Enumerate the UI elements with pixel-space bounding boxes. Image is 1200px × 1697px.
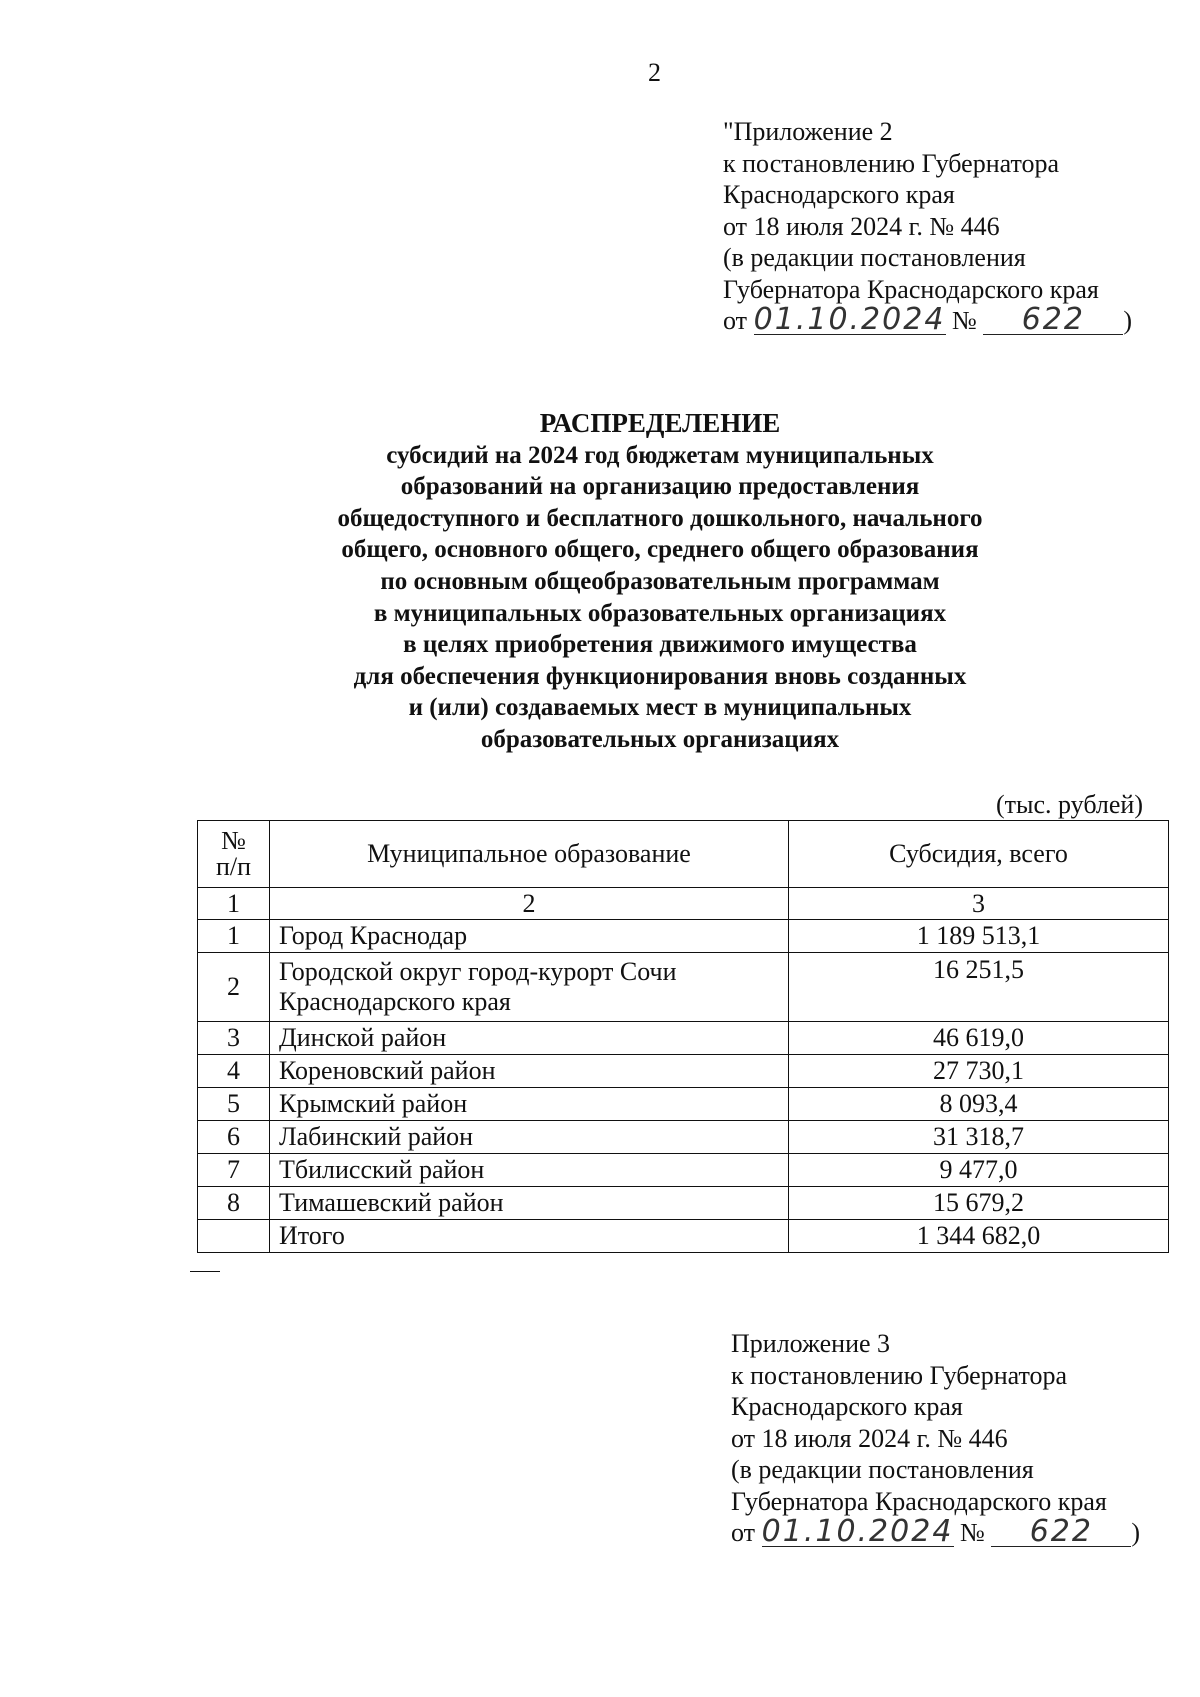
row-municipality: Тимашевский район — [270, 1187, 789, 1220]
row-subsidy: 8 093,4 — [789, 1088, 1169, 1121]
row-municipality: Лабинский район — [270, 1121, 789, 1154]
title-line: в целях приобретения движимого имущества — [403, 631, 917, 659]
header-num-line2: п/п — [215, 852, 252, 881]
title-line: образований на организацию предоставления — [400, 473, 920, 501]
appendix-date-line — [723, 302, 1133, 337]
index-cell: 2 — [270, 888, 789, 920]
handwritten-date: 01.10.2024 — [753, 302, 946, 337]
table-index-row — [198, 888, 1169, 920]
row-municipality — [270, 953, 789, 1022]
row-num: 1 — [198, 920, 270, 953]
number-label: № — [960, 1518, 985, 1547]
total-num-empty — [198, 1220, 270, 1253]
row-num: 3 — [198, 1022, 270, 1055]
units-label: (тыс. рублей) — [995, 790, 1143, 819]
table-row — [198, 1121, 1169, 1154]
title-line: в муниципальных образовательных организациях — [373, 599, 947, 627]
appendix-2-header — [723, 116, 1132, 337]
handwritten-date: 01.10.2024 — [761, 1514, 954, 1549]
title-line: общедоступного и бесплатного дошкольного, начального — [337, 504, 983, 532]
total-sum: 1 344 682,0 — [789, 1220, 1169, 1253]
row-municipality: Крымский район — [270, 1088, 789, 1121]
row-municipality: Город Краснодар — [270, 920, 789, 953]
row-subsidy: 46 619,0 — [789, 1022, 1169, 1055]
appendix-line: (в редакции постановления — [723, 243, 1026, 272]
from-label: от — [723, 306, 748, 335]
table-header-row — [198, 821, 1169, 888]
table-row — [198, 920, 1169, 953]
title-main: РАСПРЕДЕЛЕНИЕ — [539, 408, 781, 438]
row-num: 6 — [198, 1121, 270, 1154]
row-subsidy: 9 477,0 — [789, 1154, 1169, 1187]
table-total-row — [198, 1220, 1169, 1253]
header-municipality: Муниципальное образование — [270, 821, 789, 888]
row-subsidy: 1 189 513,1 — [789, 920, 1169, 953]
row-subsidy: 16 251,5 — [789, 953, 1169, 1022]
appendix-line: к постановлению Губернатора — [723, 148, 1060, 178]
row-num: 5 — [198, 1088, 270, 1121]
appendix-line: (в редакции постановления — [731, 1455, 1034, 1484]
title-line: субсидий на 2024 год бюджетам муниципальных — [386, 441, 934, 469]
index-cell: 3 — [789, 888, 1169, 920]
appendix-date-line — [731, 1514, 1141, 1549]
table-row — [198, 1088, 1169, 1121]
table-row — [198, 1055, 1169, 1088]
appendix-line: Краснодарского края — [723, 180, 955, 209]
appendix-line: от 18 июля 2024 г. № 446 — [723, 211, 1000, 241]
table-row — [198, 1187, 1169, 1220]
row-subsidy: 31 318,7 — [789, 1121, 1169, 1154]
title-line: образовательных организациях — [480, 725, 840, 753]
title-line: и (или) создаваемых мест в муниципальных — [408, 694, 912, 722]
title-line: по основным общеобразовательным программам — [380, 567, 940, 595]
appendix-line: Губернатора Краснодарского края — [723, 274, 1099, 304]
closing-paren: ) — [1131, 1518, 1141, 1547]
header-subsidy: Субсидия, всего — [789, 821, 1169, 888]
appendix-line: "Приложение 2 — [723, 117, 893, 146]
table-row — [198, 1022, 1169, 1055]
closing-paren: ) — [1123, 306, 1133, 335]
row-num: 8 — [198, 1187, 270, 1220]
index-cell: 1 — [198, 888, 270, 920]
handwritten-number: 622 — [991, 1518, 1131, 1547]
row-municipality-line1: Городской округ город-курорт Сочи — [279, 957, 677, 986]
appendix-3-header — [731, 1328, 1140, 1549]
row-num: 2 — [198, 953, 270, 1022]
row-municipality: Кореновский район — [270, 1055, 789, 1088]
row-municipality: Тбилисский район — [270, 1154, 789, 1187]
subsidy-table — [197, 820, 1169, 1253]
handwritten-number: 622 — [983, 306, 1123, 335]
appendix-line: к постановлению Губернатора — [731, 1360, 1068, 1390]
row-num: 7 — [198, 1154, 270, 1187]
row-num: 4 — [198, 1055, 270, 1088]
row-subsidy: 15 679,2 — [789, 1187, 1169, 1220]
title-line: общего, основного общего, среднего общего образования — [341, 536, 979, 564]
total-label: Итого — [270, 1220, 789, 1253]
page-number: 2 — [648, 58, 661, 87]
document-title — [180, 408, 1140, 756]
row-municipality: Динской район — [270, 1022, 789, 1055]
number-label: № — [952, 306, 977, 335]
appendix-line: от 18 июля 2024 г. № 446 — [731, 1423, 1008, 1453]
appendix-line: Приложение 3 — [731, 1329, 891, 1358]
title-line: для обеспечения функционирования вновь созданных — [353, 662, 967, 690]
header-num-line1: № — [221, 826, 246, 855]
row-subsidy: 27 730,1 — [789, 1055, 1169, 1088]
table-divider-stub — [190, 1271, 220, 1272]
from-label: от — [731, 1518, 756, 1547]
row-municipality-line2: Краснодарского края — [279, 987, 511, 1016]
header-num — [198, 821, 270, 888]
table-row — [198, 1154, 1169, 1187]
appendix-line: Краснодарского края — [731, 1392, 963, 1421]
appendix-line: Губернатора Краснодарского края — [731, 1486, 1107, 1516]
table-row — [198, 953, 1169, 1022]
